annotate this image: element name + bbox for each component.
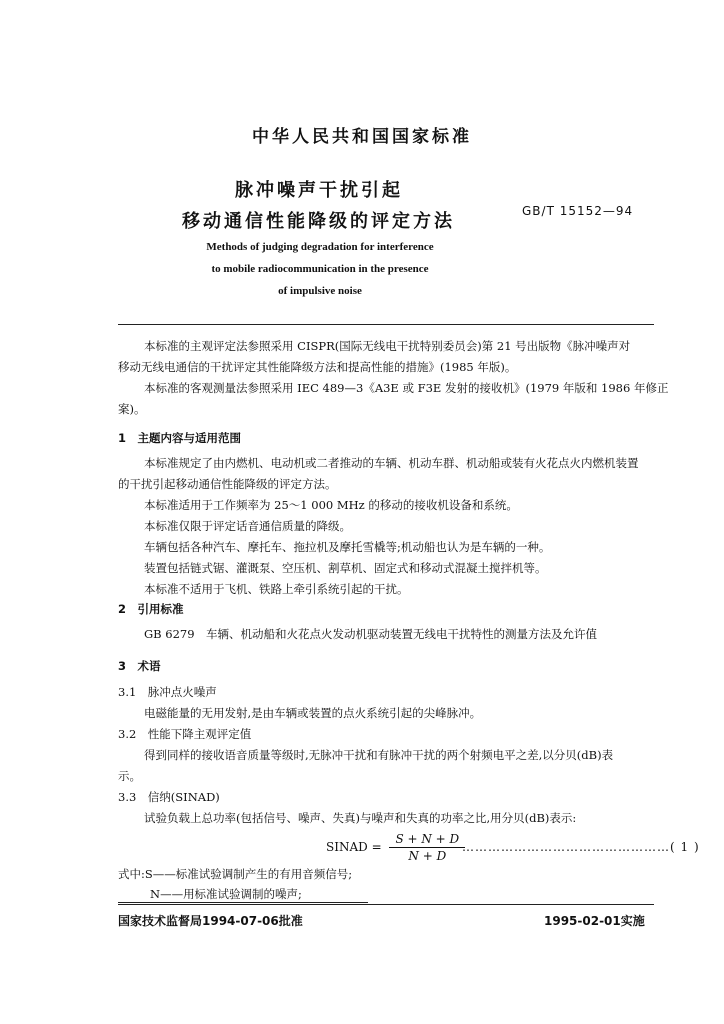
- term-3-1-heading: 3.1 脉冲点火噪声: [118, 685, 217, 699]
- english-title-line-1: Methods of judging degradation for interference: [206, 241, 434, 253]
- section-1-heading: 1 主题内容与适用范围: [118, 431, 242, 445]
- term-3-2-heading: 3.2 性能下降主观评定值: [118, 727, 252, 741]
- formula-note: N——用标准试验调制的噪声;: [150, 887, 302, 901]
- bottom-rule-upper: [118, 902, 368, 903]
- formula-denominator: N + D: [408, 849, 447, 863]
- term-3-2-text: 得到同样的接收语音质量等级时,无脉冲干扰和有脉冲干扰的两个射频电平之差,以分贝(dB)表: [144, 748, 614, 762]
- section-1-line: 车辆包括各种汽车、摩托车、拖拉机及摩托雪橇等;机动船也认为是车辆的一种。: [144, 540, 551, 554]
- section-1-line: 本标准规定了由内燃机、电动机或二者推动的车辆、机动车群、机动船或装有火花点火内燃机装置: [144, 456, 639, 470]
- title-line-1: 脉冲噪声干扰引起: [235, 180, 403, 201]
- approval-date: 国家技术监督局1994-07-06批准: [118, 914, 303, 928]
- section-1-line: 本标准仅限于评定话音通信质量的降级。: [144, 519, 351, 533]
- formula-dots: …………………………………………: [462, 840, 670, 854]
- section-1-line: 本标准适用于工作频率为 25～1 000 MHz 的移动的接收机设备和系统。: [144, 498, 518, 512]
- section-1-line: 本标准不适用于飞机、铁路上牵引系统引起的干扰。: [144, 582, 409, 596]
- intro-line-4: 案)。: [118, 402, 146, 416]
- top-rule: [118, 324, 654, 325]
- term-3-1-text: 电磁能量的无用发射,是由车辆或装置的点火系统引起的尖峰脉冲。: [144, 706, 482, 720]
- english-title-line-2: to mobile radiocommunication in the presence: [211, 263, 429, 275]
- english-title-line-3: of impulsive noise: [278, 285, 362, 297]
- term-3-2-text: 示。: [118, 769, 141, 783]
- formula-fraction: [389, 832, 465, 863]
- section-2-line: GB 6279 车辆、机动船和火花点火发动机驱动装置无线电干扰特性的测量方法及允许值: [144, 627, 598, 641]
- intro-line-1: 本标准的主观评定法参照采用 CISPR(国际无线电干扰特别委员会)第 21 号出版物《脉冲噪声对: [144, 339, 631, 353]
- sinad-formula: [326, 832, 465, 863]
- term-3-3-heading: 3.3 信纳(SINAD): [118, 790, 220, 804]
- implementation-date: 1995-02-01实施: [544, 914, 645, 928]
- bottom-rule: [118, 904, 654, 905]
- formula-lhs: SINAD =: [326, 840, 382, 854]
- intro-line-3: 本标准的客观测量法参照采用 IEC 489—3《A3E 或 F3E 发射的接收机》(1979 年版和 1986 年修正: [144, 381, 669, 395]
- formula-note: 式中:S——标准试验调制产生的有用音频信号;: [118, 867, 353, 881]
- formula-number: ( 1 ): [670, 840, 700, 854]
- section-1-line: 的干扰引起移动通信性能降级的评定方法。: [118, 477, 337, 491]
- section-2-heading: 2 引用标准: [118, 602, 184, 616]
- standard-code: GB/T 15152—94: [522, 204, 634, 218]
- intro-line-2: 移动无线电通信的干扰评定其性能降级方法和提高性能的措施》(1985 年版)。: [118, 360, 517, 374]
- standard-header: 中华人民共和国国家标准: [252, 127, 472, 147]
- section-1-line: 装置包括链式锯、灌溉泵、空压机、割草机、固定式和移动式混凝土搅拌机等。: [144, 561, 547, 575]
- section-3-heading: 3 术语: [118, 659, 161, 673]
- formula-leader: [462, 840, 700, 854]
- title-line-2: 移动通信性能降级的评定方法: [182, 211, 455, 232]
- term-3-3-text: 试验负载上总功率(包括信号、噪声、失真)与噪声和失真的功率之比,用分贝(dB)表示:: [144, 811, 577, 825]
- formula-numerator: S + N + D: [389, 832, 465, 848]
